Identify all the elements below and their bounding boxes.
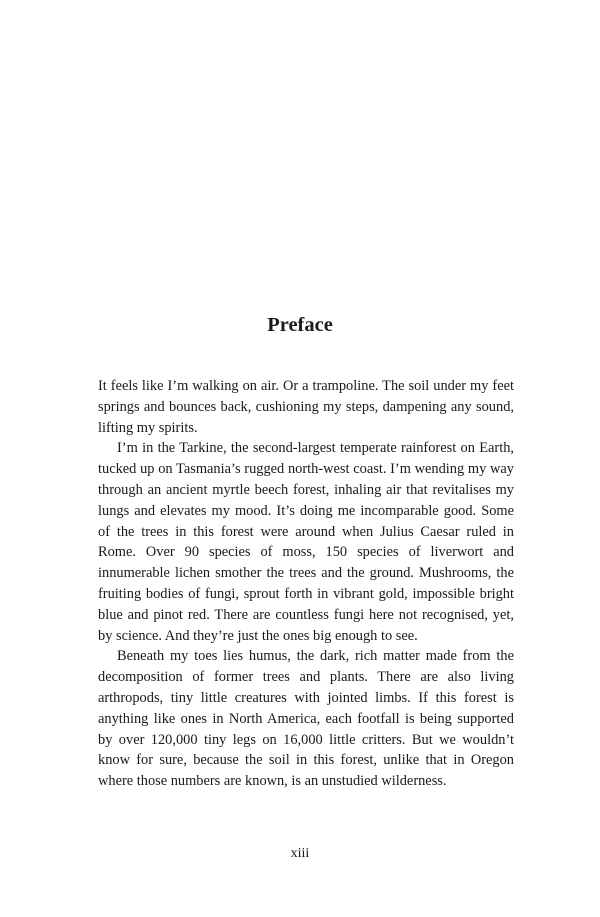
page-number: xiii [290,846,310,861]
page-title: Preface [267,314,333,336]
paragraph-1: It feels like I’m walking on air. Or a trampoline. The soil under my feet springs and bounces back, cushioning my steps, dampening any sound, lifting my spirits. [98,378,514,436]
paragraph-3: Beneath my toes lies humus, the dark, rich matter made from the decomposition of former trees and plants. There are also living arthropods, tiny little creatures with jointed limbs. If this forest is anything like ones in North America, each footfall is being supported by over 120,000 tiny legs on 16,000 little critters. But we wouldn’t know for sure, because the soil in this forest, unlike that in Oregon where those numbers are known, is an unstudied wilderness. [98,648,514,790]
preface-body [98,376,514,792]
paragraph-2: I’m in the Tarkine, the second-largest temperate rainforest on Earth, tucked up on Tasmania’s rugged north-west coast. I’m wending my way through an ancient myrtle beech forest, inhaling air that revitalises my lungs and elevates my mood. It’s doing me incomparable good. Some of the trees in this forest were around when Julius Caesar ruled in Rome. Over 90 species of moss, 150 species of liverwort and innumerable lichen smother the trees and the ground. Mushrooms, the fruiting bodies of fungi, sprout forth in vibrant gold, impossible bright blue and pinot red. There are countless fungi here not recognised, yet, by science. And they’re just the ones big enough to see. [98,440,514,644]
